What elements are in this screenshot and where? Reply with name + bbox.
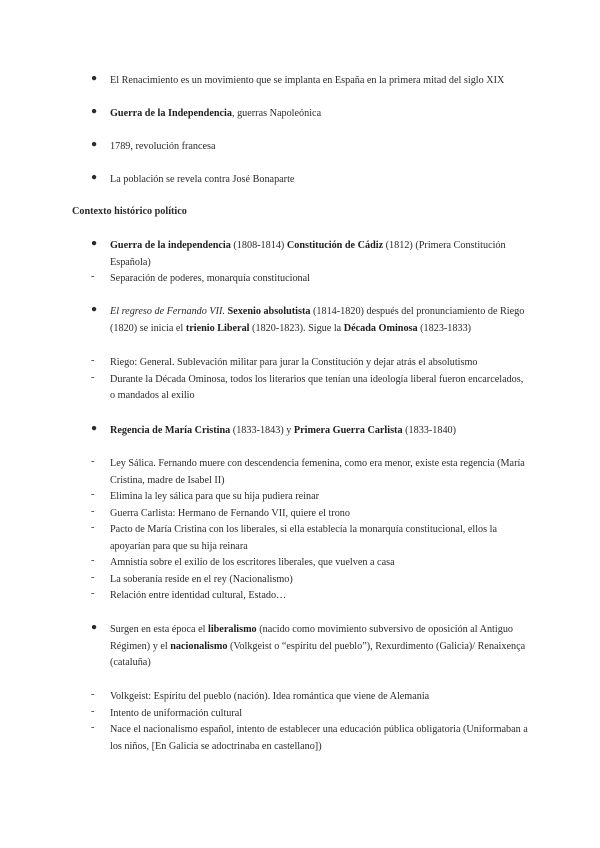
- italic-span: El regreso de Fernando VII.: [110, 306, 225, 317]
- sub-item-text: Amnistía sobre el exilio de los escritores liberales, que vuelven a casa: [110, 557, 395, 568]
- sub-item: [0, 572, 600, 589]
- text-span: (nacido como movimiento subversivo de oposición al Antiguo Régimen) y el: [110, 624, 514, 652]
- term-liberalismo: liberalismo: [207, 624, 257, 635]
- sub-item-text: Nace el nacionalismo español, intento de establecer una educación pública obligatoria (Uniformaban a los niños, [En Galicia se adoctrinaba en castellano]): [110, 724, 528, 752]
- sub-item: [0, 555, 600, 572]
- sub-item: [0, 355, 600, 372]
- bullet-icon: ●: [91, 139, 98, 150]
- item-text: 1789, revolución francesa: [110, 141, 216, 152]
- dash-icon: -: [91, 555, 95, 566]
- text-span: (1833-1840): [402, 425, 457, 436]
- text-span: Surgen en esta época el: [110, 624, 208, 635]
- term-guerra: Guerra de la independencia: [110, 240, 231, 251]
- bullet-icon: ●: [91, 423, 98, 434]
- dash-icon: -: [91, 588, 95, 599]
- sub-item-text: La soberanía reside en el rey (Nacionalismo): [110, 573, 293, 585]
- sub-item: [0, 372, 600, 405]
- dash-icon: -: [91, 571, 95, 583]
- list-item: [0, 73, 600, 90]
- sub-item: [0, 588, 600, 605]
- sub-list: [0, 355, 600, 405]
- sub-item-text: Relación entre identidad cultural, Estado…: [110, 590, 287, 601]
- bullet-icon: ●: [91, 304, 98, 315]
- dash-icon: -: [91, 689, 95, 700]
- sub-list: [0, 689, 600, 755]
- sub-item: [0, 489, 600, 506]
- sub-item-text: Durante la Década Ominosa, todos los literarios que tenían una ideología liberal fueron encarcelados, o mandados al exilio: [110, 373, 524, 401]
- list-item: [0, 622, 600, 672]
- item-text: El Renacimiento es un movimiento que se implanta en España en la primera mitad del siglo XIX: [110, 75, 505, 86]
- bullet-icon: ●: [91, 172, 98, 183]
- sub-item-text: Guerra Carlista: Hermano de Fernando VII, quiere el trono: [110, 507, 350, 519]
- sub-item: [0, 689, 600, 706]
- dash-icon: -: [91, 722, 95, 733]
- sub-item: [0, 456, 600, 489]
- sub-item-text: Riego: General. Sublevación militar para jurar la Constitución y dejar atrás el absolutismo: [110, 357, 478, 368]
- item-text: La población se revela contra José Bonaparte: [110, 174, 295, 185]
- sub-item-text: Volkgeist: Espíritu del pueblo (nación). Idea romántica que viene de Alemania: [110, 691, 430, 702]
- sub-list: [0, 456, 600, 605]
- dash-icon: -: [91, 705, 95, 717]
- dash-icon: -: [91, 489, 95, 500]
- term-regencia: Regencia de María Cristina: [110, 425, 231, 436]
- list-item: [0, 106, 600, 123]
- term-decada: Década Ominosa: [343, 322, 418, 334]
- list-item: [0, 238, 600, 288]
- text-span: (1814-1820) después del pronunciamiento de Riego (1820) se inicia el: [110, 306, 525, 334]
- text-span: (1808-1814): [230, 240, 287, 251]
- dash-icon: -: [91, 371, 95, 383]
- sub-item-text: Intento de uniformación cultural: [110, 707, 243, 719]
- term-sexenio: Sexenio absolutista: [227, 306, 311, 317]
- text-span: (Volkgeist o “espíritu del pueblo”), Rexurdimento (Galicia)/ Renaixença (cataluña): [110, 640, 526, 668]
- section-heading: Contexto histórico político: [72, 206, 187, 217]
- bullet-icon: ●: [91, 238, 98, 249]
- term-trienio: trienio Liberal: [185, 322, 250, 334]
- sub-item: [0, 722, 600, 755]
- dash-icon: -: [91, 271, 95, 282]
- list-item: [0, 423, 600, 440]
- bullet-icon: ●: [91, 106, 98, 117]
- sub-item-text: Ley Sálica. Fernando muere con descendencia femenina, como era menor, existe esta regencia (María Cristina, madre de Isabel II): [110, 458, 525, 486]
- term-guerra-carlista: Primera Guerra Carlista: [293, 425, 403, 436]
- bullet-icon: ●: [91, 622, 98, 633]
- item-bold: Guerra de la Independencia: [110, 108, 232, 119]
- sub-item: [0, 522, 600, 555]
- list-item: [0, 139, 600, 156]
- item-text: , guerras Napoleónica: [231, 108, 322, 119]
- text-span: (1820-1823). Sigue la: [249, 322, 344, 334]
- sub-item-text: Pacto de María Cristina con los liberales, si ella establecía la monarquía constitucional, ellos la apoyarían para que su hija reinara: [110, 524, 498, 552]
- dash-icon: -: [91, 522, 95, 533]
- dash-icon: -: [91, 355, 95, 366]
- term-nacionalismo: nacionalismo: [170, 640, 228, 652]
- text-span: (1833-1843) y: [230, 425, 294, 436]
- sub-item: [0, 271, 600, 288]
- sub-item: [0, 506, 600, 523]
- sub-item: [0, 706, 600, 723]
- text-span: (1823-1833): [417, 322, 472, 334]
- dash-icon: -: [91, 505, 95, 517]
- sub-item-text: Separación de poderes, monarquía constitucional: [110, 273, 311, 284]
- bullet-icon: ●: [91, 73, 98, 84]
- sub-item-text: Elimina la ley sálica para que su hija pudiera reinar: [110, 491, 320, 502]
- dash-icon: -: [91, 456, 95, 467]
- term-constitucion: Constitución de Cádiz: [286, 240, 384, 251]
- list-item: [0, 172, 600, 189]
- list-item: [0, 304, 600, 337]
- text-span: (1812) (Primera Constitución Española): [110, 240, 506, 268]
